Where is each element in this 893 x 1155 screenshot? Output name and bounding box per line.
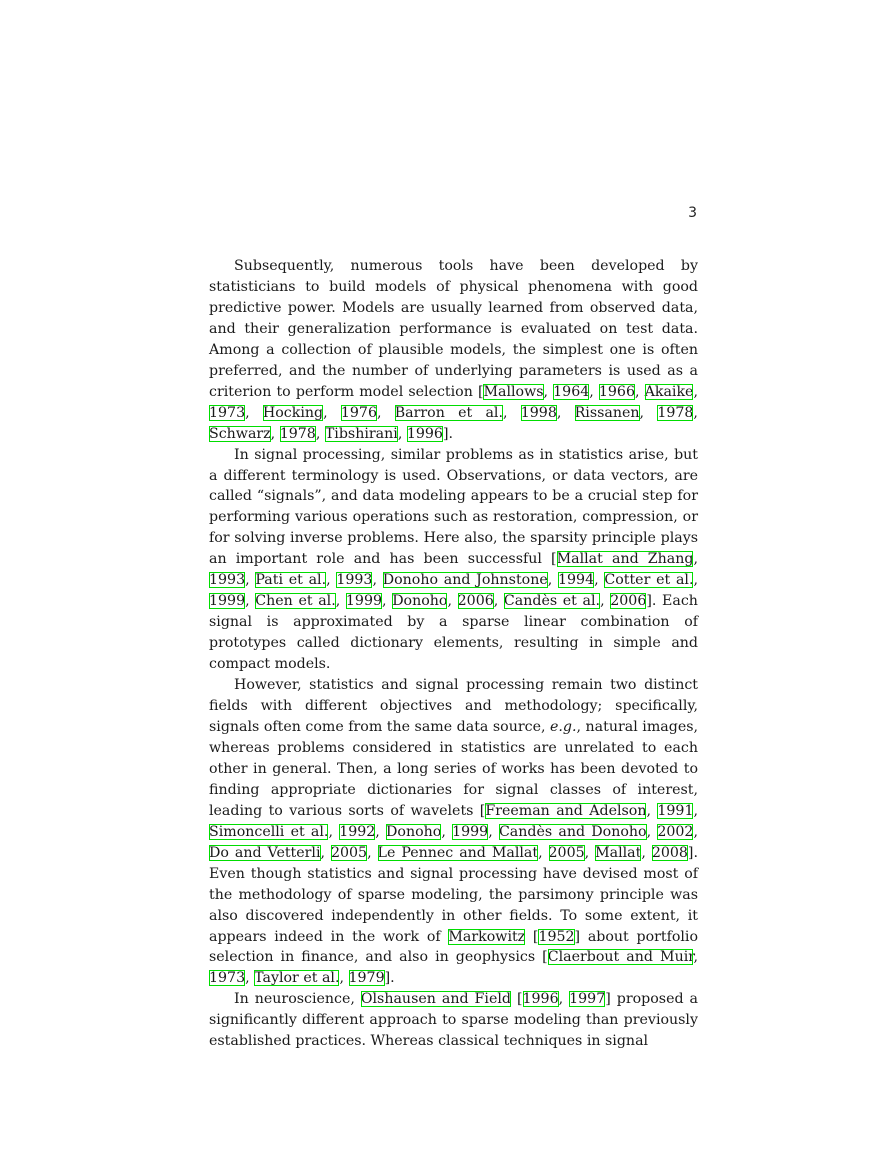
text-run: , [245, 404, 263, 421]
citation-link[interactable]: Claerbout and Muir [547, 949, 694, 966]
text-run: , [584, 844, 596, 861]
paragraph [209, 256, 698, 445]
text-run: , [375, 823, 387, 840]
citation-link[interactable]: Chen et al. [255, 593, 336, 610]
citation-link[interactable]: 1999 [209, 593, 246, 610]
citation-link[interactable]: 1996 [522, 991, 559, 1008]
paragraph [209, 989, 698, 1052]
text-run: ]. [442, 425, 453, 442]
text-run: , [372, 572, 383, 589]
citation-link[interactable]: 1993 [209, 572, 246, 589]
citation-link[interactable]: 1973 [209, 970, 246, 987]
text-run: , [493, 593, 504, 610]
citation-link[interactable]: Mallows [483, 383, 544, 400]
text-run: , [634, 383, 645, 400]
text-run: , [646, 823, 658, 840]
text-run: Subsequently, numerous tools have been developed by statisticians to build models of physical phenomena with good predictive power. Models are usually learned from observed data, and their generalization performance is evaluated on test data. Among a collection of plausible models, the simplest one is often preferred, and the number of underlying parameters is used as a criterion to perform model selection [ [209, 258, 698, 400]
citation-link[interactable]: 2006 [457, 593, 494, 610]
citation-link[interactable]: 1999 [345, 593, 383, 610]
citation-link[interactable]: Cotter et al. [604, 572, 694, 589]
text-run: , [600, 593, 611, 610]
text-run: [ [510, 991, 523, 1008]
citation-link[interactable]: 1999 [452, 823, 489, 840]
text-run: ]. Even though statistics and signal processing have devised most of the methodology of sparse modeling, the parsimony principle was also discovered independently in other fields. To some extent, it appears indeed in the work of [209, 844, 698, 945]
citation-link[interactable]: Barron et al. [394, 404, 503, 421]
citation-link[interactable]: 2008 [651, 844, 688, 861]
citation-link[interactable]: Hocking [262, 404, 324, 421]
citation-link[interactable]: 1994 [558, 572, 595, 589]
text-run: , [339, 970, 349, 987]
text-run: , [335, 593, 346, 610]
text-run: , [693, 823, 698, 840]
citation-link[interactable]: Donoho [392, 593, 448, 610]
citation-link[interactable]: Mallat and Zhang [556, 551, 694, 568]
text-run: , [693, 802, 698, 819]
citation-link[interactable]: Schwarz [209, 425, 271, 442]
citation-link[interactable]: 1964 [553, 383, 590, 400]
text-run: ] proposed a significantly different approach to sparse modeling than previously established practices. Whereas classical techniques in signal [209, 991, 699, 1050]
text-run: , [693, 949, 698, 966]
text-run: , [558, 991, 570, 1008]
citation-link[interactable]: Pati et al. [255, 572, 327, 589]
text-run: ]. [384, 970, 395, 987]
text-run: , [543, 383, 554, 400]
text-run: , [328, 823, 340, 840]
citation-link[interactable]: Candès and Donoho [498, 823, 647, 840]
citation-link[interactable]: Markowitz [448, 928, 526, 945]
text-run: , [441, 823, 453, 840]
text-run: , [245, 970, 255, 987]
text-run: , [382, 593, 393, 610]
text-run: , [326, 572, 337, 589]
text-run: , [693, 383, 698, 400]
citation-link[interactable]: 1973 [209, 404, 246, 421]
citation-link[interactable]: Candès et al. [503, 593, 601, 610]
text-run: [ [525, 928, 539, 945]
citation-link[interactable]: Freeman and Adelson [485, 802, 647, 819]
text-run: In neuroscience, [234, 991, 361, 1008]
citation-link[interactable]: 1996 [406, 425, 443, 442]
body-text [209, 256, 698, 1052]
citation-link[interactable]: 2005 [548, 844, 585, 861]
text-run: , [556, 404, 575, 421]
citation-link[interactable]: Tibshirani [324, 425, 398, 442]
citation-link[interactable]: Le Pennec and Mallat [377, 844, 539, 861]
citation-link[interactable]: Olshausen and Field [360, 991, 511, 1008]
text-run: In signal processing, similar problems as in statistics arise, but a different terminology is used. Observations, or data vectors, are called “signals”, and data modeling appears to be a crucial step for performing various operations such as restoration, compression, or for solving inverse problems. Here also, the sparsity principle plays an important role and has been successful [ [209, 446, 698, 568]
text-run: , [376, 404, 395, 421]
text-run: , [245, 593, 256, 610]
citation-link[interactable]: 1979 [348, 970, 385, 987]
paragraph [209, 675, 698, 989]
emphasis-text: e.g. [550, 718, 577, 735]
citation-link[interactable]: 1993 [336, 572, 373, 589]
text-run: , natural images, whereas problems considered in statistics are unrelated to each other in general. Then, a long series of works has been devoted to finding appropriate dictionaries for signal classes of interest, leading to various sorts of wavelets [ [209, 718, 699, 819]
citation-link[interactable]: 1952 [538, 928, 575, 945]
citation-link[interactable]: Donoho [386, 823, 442, 840]
paragraph [209, 445, 698, 675]
text-run: , [447, 593, 458, 610]
text-run: , [693, 404, 698, 421]
citation-link[interactable]: 1978 [657, 404, 694, 421]
text-run: , [270, 425, 280, 442]
citation-link[interactable]: 2005 [330, 844, 368, 861]
text-run: , [397, 425, 407, 442]
citation-link[interactable]: 1991 [657, 802, 694, 819]
text-run: ] about portfolio selection in finance, and also in geophysics [ [209, 928, 699, 966]
citation-link[interactable]: Akaike [644, 383, 694, 400]
citation-link[interactable]: Donoho and Johnstone [382, 572, 548, 589]
text-run: However, statistics and signal processing remain two distinct fields with different objectives and methodology; specifically, signals often come from the same data source, [209, 677, 698, 735]
text-run: , [320, 844, 331, 861]
text-run: , [639, 404, 658, 421]
text-run: , [693, 551, 698, 568]
citation-link[interactable]: Simoncelli et al. [209, 823, 329, 840]
text-run: , [693, 572, 698, 589]
citation-link[interactable]: Do and Vetterli [209, 844, 321, 861]
citation-link[interactable]: 1978 [279, 425, 316, 442]
citation-link[interactable]: Taylor et al. [254, 970, 340, 987]
page-number: 3 [688, 205, 697, 221]
text-run: , [646, 802, 658, 819]
text-run: , [594, 572, 605, 589]
citation-link[interactable]: Mallat [595, 844, 642, 861]
text-run: , [589, 383, 599, 400]
text-run: , [367, 844, 378, 861]
citation-link[interactable]: Rissanen [574, 404, 640, 421]
text-run: , [315, 425, 325, 442]
text-run: , [323, 404, 341, 421]
citation-link[interactable]: 1966 [598, 383, 635, 400]
citation-link[interactable]: 1997 [569, 991, 606, 1008]
text-run: , [245, 572, 256, 589]
text-run: , [547, 572, 558, 589]
citation-link[interactable]: 2002 [657, 823, 694, 840]
text-run: , [538, 844, 549, 861]
citation-link[interactable]: 2006 [610, 593, 647, 610]
text-run: ]. Each signal is approximated by a sparse linear combination of prototypes called dictionary elements, resulting in simple and compact models. [209, 593, 698, 673]
citation-link[interactable]: 1976 [340, 404, 377, 421]
citation-link[interactable]: 1998 [520, 404, 557, 421]
text-run: , [502, 404, 521, 421]
citation-link[interactable]: 1992 [339, 823, 376, 840]
text-run: , [641, 844, 652, 861]
text-run: , [488, 823, 499, 840]
